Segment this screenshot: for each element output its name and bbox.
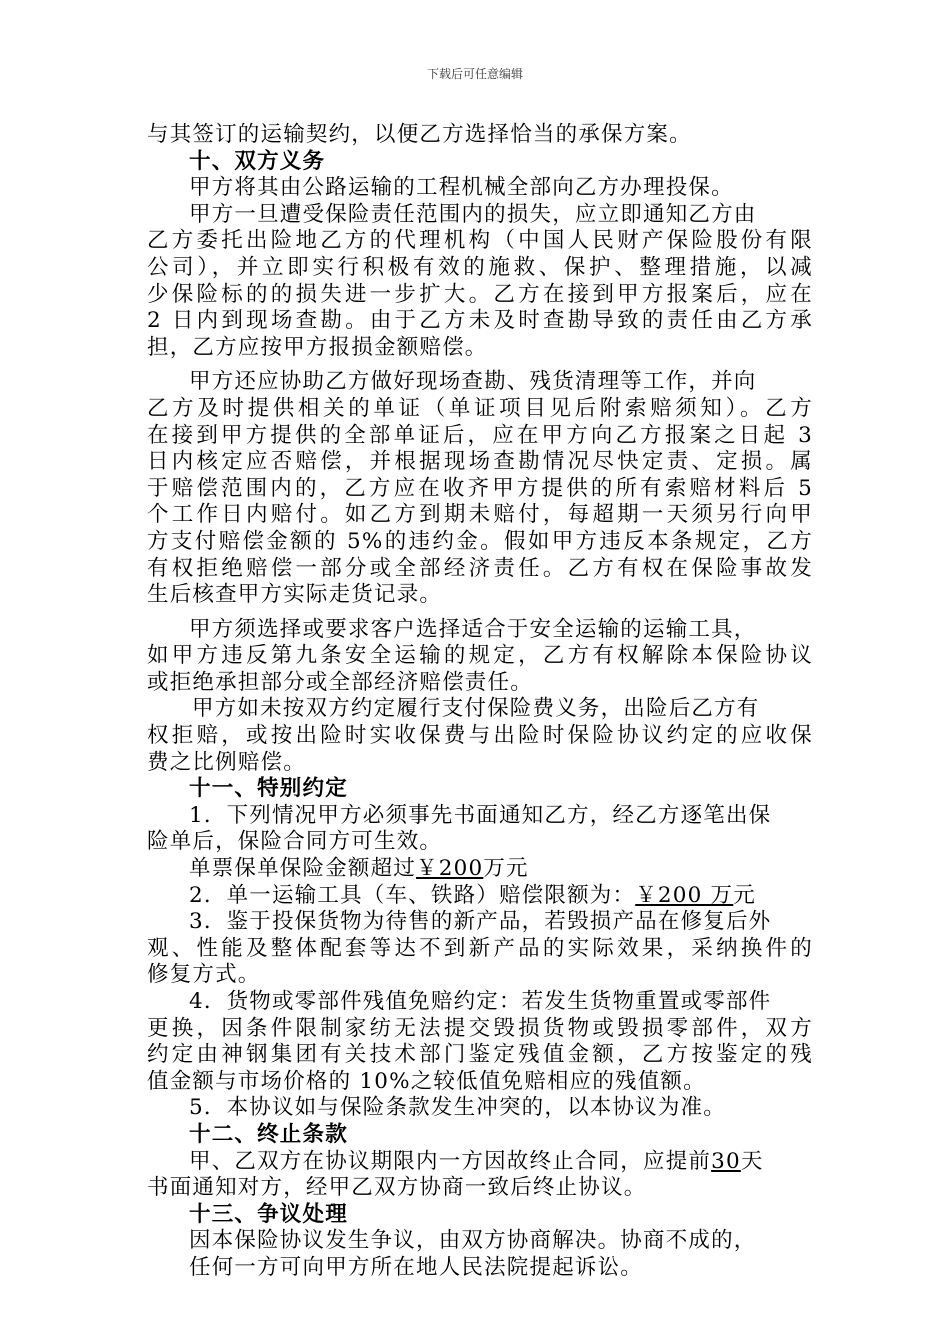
text-line: 因本保险协议发生争议，由双方协商解决。协商不成的， [189,1228,757,1254]
amount-value: ￥200 万 [635,882,734,908]
document-body [147,122,813,1282]
text-line: 乙方委托出险地乙方的代理机构（中国人民财产保险股份有限 [147,228,813,254]
text-line: 乙方及时提供相关的单证（单证项目见后附索赔须知）。乙方 [147,395,813,421]
text-line [147,856,813,883]
text-line: 公司），并立即实行积极有效的施救、保护、整理措施，以减 [147,254,813,280]
text-line: 险单后，保险合同方可生效。 [147,829,443,855]
section-heading-13: 十三、争议处理 [189,1201,348,1227]
text-line: 少保险标的的损失进一步扩大。乙方在接到甲方报案后，应在 [147,281,813,307]
page-header: 下载后可任意编辑 [426,67,523,81]
text-fragment: 甲、乙双方在协议期限内一方因故终止合同，应提前 [189,1148,712,1174]
text-line: 于赔偿范围内的，乙方应在收齐甲方提供的所有索赔材料后 5 [147,475,813,501]
text-fragment: 单票保单保险金额超过 [189,856,417,882]
text-fragment: 2．单一运输工具（车、铁路）赔偿限额为： [189,882,636,908]
text-line: 观、性能及整体配套等达不到新产品的实际效果，采纳换件的 [147,935,813,961]
text-line: 甲方一旦遭受保险责任范围内的损失，应立即通知乙方由 [189,201,757,227]
text-line: 日内核定应否赔偿，并根据现场查勘情况尽快定责、定损。属 [147,449,813,475]
text-line: 如甲方违反第九条安全运输的规定，乙方有权解除本保险协议 [147,643,813,669]
text-fragment: 万元 [483,856,529,882]
text-line: 生后核查甲方实际走货记录。 [147,582,443,608]
amount-value: ￥200 [416,856,484,882]
section-heading-10: 十、双方义务 [189,148,326,174]
text-line: 3．鉴于投保货物为待售的新产品，若毁损产品在修复后外 [189,909,772,935]
text-line: 2 日内到现场查勘。由于乙方未及时查勘导致的责任由乙方承 [147,308,813,334]
text-line: 甲方如未按双方约定履行支付保险费义务，出险后乙方有 [192,696,760,722]
text-line: 甲方还应协助乙方做好现场查勘、残货清理等工作，并向 [189,369,757,395]
text-line: 任何一方可向甲方所在地人民法院提起诉讼。 [189,1254,644,1280]
text-line: 4．货物或零部件残值免赔约定：若发生货物重置或零部件 [189,989,772,1014]
text-line: 值金额与市场价格的 10%之较低值免赔相应的残值额。 [147,1068,706,1094]
text-line: 担，乙方应按甲方报损金额赔偿。 [147,334,488,360]
text-line: 书面通知对方，经甲乙双方协商一致后终止协议。 [147,1175,647,1201]
text-line: 更换，因条件限制家纺无法提交毁损货物或毁损零部件，双方 [147,1015,813,1041]
section-heading-12: 十二、终止条款 [189,1121,348,1147]
text-fragment: 元 [733,882,756,908]
text-line [147,1149,813,1176]
text-line: 约定由神钢集团有关技术部门鉴定残值金额，乙方按鉴定的残 [147,1042,813,1068]
text-line: 甲方须选择或要求客户选择适合于安全运输的运输工具， [189,616,757,642]
section-heading-11: 十一、特别约定 [189,776,348,802]
days-value: 30 [711,1148,741,1174]
text-line: 费之比例赔偿。 [147,749,306,775]
text-line: 5．本协议如与保险条款发生冲突的，以本协议为准。 [189,1095,726,1121]
text-line: 权拒赔，或按出险时实收保费与出险时保险协议约定的应收保 [147,723,813,749]
text-line: 个工作日内赔付。如乙方到期未赔付，每超期一天须另行向甲 [147,502,813,528]
text-fragment: 天 [740,1148,764,1174]
text-line: 在接到甲方提供的全部单证后，应在甲方向乙方报案之日起 3 [147,422,813,448]
text-line: 方支付赔偿金额的 5%的违约金。假如甲方违反本条规定，乙方 [147,528,813,554]
text-line: 有权拒绝赔偿一部分或全部经济责任。乙方有权在保险事故发 [147,555,813,581]
text-line [147,883,813,910]
text-line: 或拒绝承担部分或全部经济赔偿责任。 [147,669,533,695]
text-line: 与其签订的运输契约，以便乙方选择恰当的承保方案。 [147,122,692,147]
text-line: 1．下列情况甲方必须事先书面通知乙方，经乙方逐笔出保 [189,802,772,828]
text-line: 甲方将其由公路运输的工程机械全部向乙方办理投保。 [189,175,734,201]
text-line: 修复方式。 [147,962,261,988]
